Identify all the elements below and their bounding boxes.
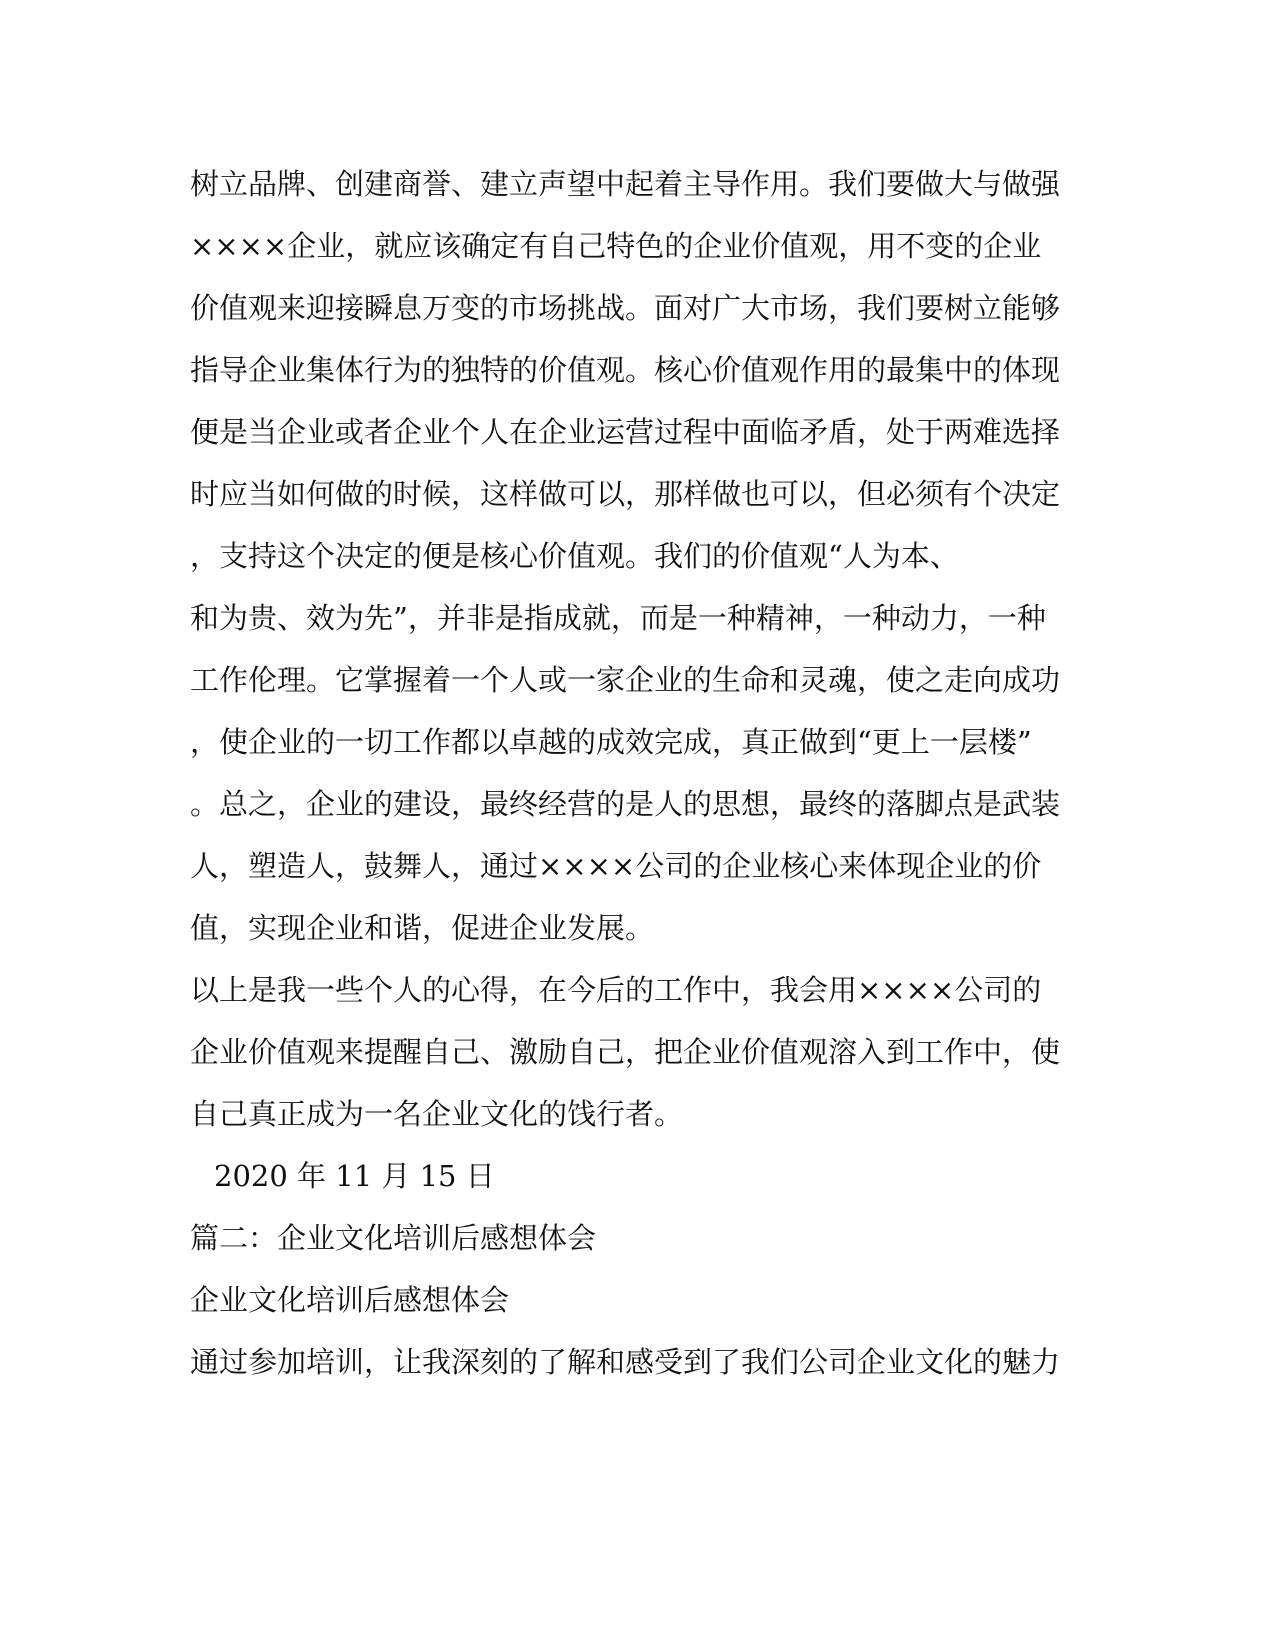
paragraph-line: 企业价值观来提醒自己、激励自己，把企业价值观溶入到工作中，使 [190, 1035, 1061, 1069]
paragraph-line: 时应当如何做的时候，这样做可以，那样做也可以，但必须有个决定 [190, 477, 1061, 511]
section-heading: 篇二：企业文化培训后感想体会 [190, 1221, 597, 1255]
paragraph-line: 价值观来迎接瞬息万变的市场挑战。面对广大市场，我们要树立能够 [190, 291, 1061, 325]
article-title: 企业文化培训后感想体会 [190, 1283, 510, 1317]
paragraph-line: 。总之，企业的建设，最终经营的是人的思想，最终的落脚点是武装 [190, 787, 1061, 821]
paragraph-line: 便是当企业或者企业个人在企业运营过程中面临矛盾，处于两难选择 [190, 415, 1061, 449]
paragraph-line: 自己真正成为一名企业文化的饯行者。 [190, 1097, 684, 1131]
paragraph-line: ，使企业的一切工作都以卓越的成效完成，真正做到“更上一层楼” [190, 725, 1032, 759]
paragraph-line: 指导企业集体行为的独特的价值观。核心价值观作用的最集中的体现 [190, 353, 1061, 387]
paragraph-line: 和为贵、效为先”，并非是指成就，而是一种精神，一种动力，一种 [190, 601, 1046, 635]
date-line: 2020 年 11 月 15 日 [214, 1159, 495, 1193]
paragraph-line: ××××企业，就应该确定有自己特色的企业价值观，用不变的企业 [190, 229, 1042, 263]
paragraph-line: 工作伦理。它掌握着一个人或一家企业的生命和灵魂，使之走向成功 [190, 663, 1061, 697]
paragraph-line: 树立品牌、创建商誉、建立声望中起着主导作用。我们要做大与做强 [190, 167, 1061, 201]
paragraph-line: 人，塑造人，鼓舞人，通过××××公司的企业核心来体现企业的价 [190, 849, 1042, 883]
paragraph-line: ，支持这个决定的便是核心价值观。我们的价值观“人为本、 [190, 539, 959, 573]
paragraph-line: 值，实现企业和谐，促进企业发展。 [190, 911, 655, 945]
paragraph-line: 以上是我一些个人的心得，在今后的工作中，我会用××××公司的 [190, 973, 1042, 1007]
paragraph-line: 通过参加培训，让我深刻的了解和感受到了我们公司企业文化的魅力 [190, 1345, 1061, 1379]
